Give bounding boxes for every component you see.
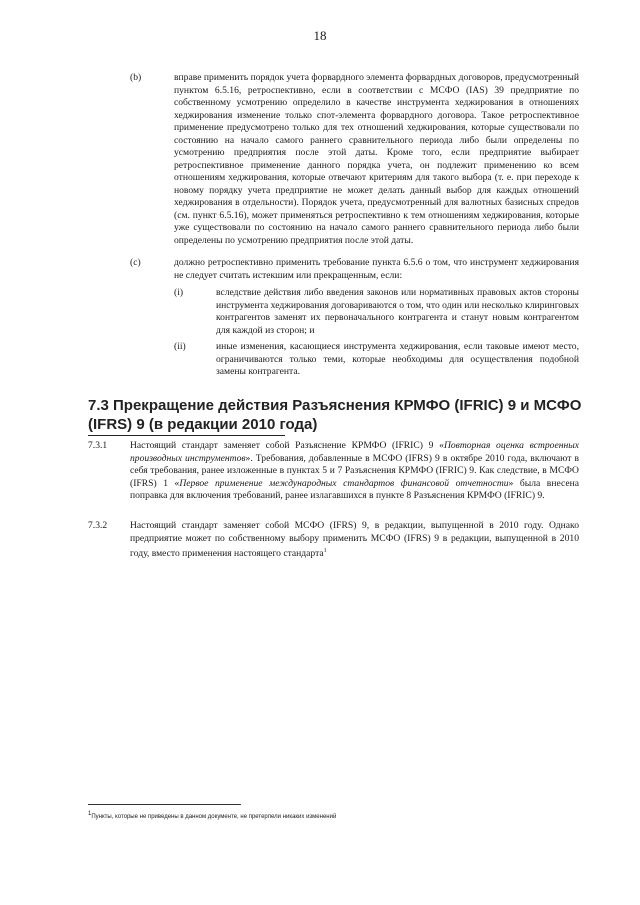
item-c-i-text: вследствие действия либо введения законов или нормативных правовых актов стороны инструмента хеджирования договариваются о том, что один или несколько клиринговых контрагентов заменят их первоначального контрагента и станут новым контрагентом для каждой из сторон; и [216, 287, 579, 336]
section-heading-line1: 7.3 Прекращение действия Разъяснения КРМФО (IFRIC) 9 и МСФО [88, 397, 582, 414]
footnote-text: Пункты, которые не приведены в данном документе, не претерпели никаких изменений [91, 814, 337, 820]
footnote [88, 810, 578, 821]
item-c-label: (c) [130, 257, 141, 268]
para-7-3-2-number: 7.3.2 [88, 520, 108, 531]
item-b-text: вправе применить порядок учета форвардного элемента форвардных договоров, предусмотренный пунктом 6.5.16, ретроспективно, если в соответствии с МСФО (IAS) 39 предприятие по собственному усмотрению определило в качестве инструмента хеджирования в отношениях хеджирования изменение только спот-элемента форвардного договора. Такое ретроспективное применение предусмотрено только для тех отношений хеджирования, которые существовали по состоянию на начало самого раннего сравнительного периода либо были определены по усмотрению предприятия после этой даты. Кроме того, если предприятие выбирает ретроспективное применение данного порядка учета, он подлежит применению ко всем отношениям хеджирования, которые отвечают критериям для такого выбора (т. е. при переходе к новому порядку учета предприятие не может делать данный выбор для каждых отношений хеджирования в отдельности). Порядок учета, предусмотренный для валютных базисных спредов (см. пункт 6.5.16), может применяться ретроспективно к тем отношениям хеджирования, которые уже существовали по состоянию на начало самого раннего сравнительного периода либо были определены по усмотрению предприятия после этой даты. [174, 72, 579, 246]
footnote-rule [88, 804, 241, 805]
para-7-3-1-italic-2: Первое применение международных стандартов финансовой отчетности [179, 477, 509, 489]
para-7-3-1-italic-1: Повторная оценка встроенных производных инструментов [130, 440, 579, 464]
para-7-3-1-text: Настоящий стандарт заменяет собой Разъяснение КРМФО (IFRIC) 9 «Повторная оценка встроенных производных инструментов». Требования, добавленные в МСФО (IFRS) 9 в октябре 2010 года, включают в себя требования, ранее изложенные в пунктах 5 и 7 Разъяснения КРМФО (IFRIC) 9. Как следствие, в МСФО (IFRS) 1 «Первое применение международных стандартов финансовой отчетности» была внесена поправка для включения требований, ранее излагавшихся в пункте 8 Разъяснения КРМФО (IFRIC) 9. [130, 440, 579, 501]
item-c-ii-text: иные изменения, касающиеся инструмента хеджирования, если таковые имеют место, ограничиваются только теми, которые необходимы для осуществления подобной замены контрагента. [216, 341, 579, 377]
item-c-text: должно ретроспективно применить требование пункта 6.5.6 о том, что инструмент хеджирования не следует считать истекшим или прекращенным, если: [174, 257, 579, 281]
para-7-3-2-text: Настоящий стандарт заменяет собой МСФО (IFRS) 9, в редакции, выпущенной в 2010 году. Однако предприятие может по собственному выбору применить МСФО (IFRS) 9 в редакции, выпущенной в 2010 году, вместо применения настоящего стандарта$^1$ [130, 520, 579, 560]
footnote-mark: 1 [88, 811, 92, 817]
item-c-i-label: (i) [174, 287, 184, 298]
heading-underline [88, 435, 285, 436]
para-7-3-1-number: 7.3.1 [88, 440, 108, 451]
section-heading-line2: (IFRS) 9 (в редакции 2010 года) [88, 416, 318, 433]
page-number: 18 [313, 28, 327, 43]
footnote-reference: 1 [323, 548, 327, 554]
item-b-label: (b) [130, 72, 142, 83]
item-c-ii-label: (ii) [174, 341, 186, 352]
section-heading [88, 396, 588, 434]
